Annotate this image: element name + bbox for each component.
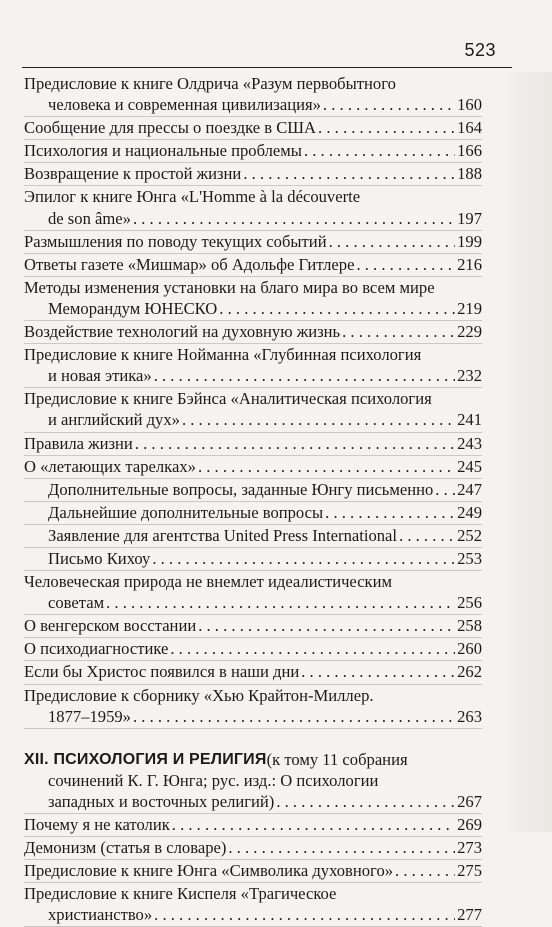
toc-entry-line (24, 814, 482, 835)
toc-entry-text: Воздействие технологий на духовную жизнь (24, 322, 341, 342)
toc-entry-text: Человеческая природа не внемлет идеалистическим (24, 572, 393, 592)
page-number: 523 (464, 40, 496, 60)
toc-entry-line (24, 860, 482, 881)
toc-entry-text: Если бы Христос появился в наши дни (24, 662, 300, 682)
toc-page-number: 269 (457, 815, 482, 834)
toc-entry (24, 456, 482, 479)
toc-list (24, 814, 482, 927)
leader-dots (154, 904, 455, 925)
toc-page-number: 232 (457, 366, 482, 386)
leader-dots (325, 502, 455, 523)
toc-entry-line (24, 638, 482, 659)
leader-dots (323, 94, 455, 115)
leader-dots (106, 592, 455, 613)
toc-entry-line (24, 571, 482, 592)
toc-page-number: 243 (457, 433, 482, 453)
toc-entry-text: Предисловие к книге Киспеля «Трагическое (24, 884, 337, 904)
toc-entry (24, 117, 482, 140)
toc-entry-text: Письмо Кихоу (48, 548, 151, 568)
section-heading-text: западных и восточных религий) (48, 791, 275, 811)
leader-dots (152, 548, 455, 569)
toc-entry-line (24, 433, 482, 454)
toc-entry-text: Предисловие к книге Нойманна «Глубинная психология (24, 345, 422, 365)
toc-entry-line (24, 548, 482, 569)
toc-entry-text: Почему я не католик (24, 815, 170, 834)
toc-entry-line (24, 140, 482, 161)
header-rule (22, 67, 512, 68)
toc-page-number: 263 (457, 706, 482, 726)
toc-entry (24, 254, 482, 277)
toc-entry-text: христианство» (48, 905, 153, 925)
leader-dots (342, 321, 455, 342)
toc-entry-text: Предисловие к книге Олдрича «Разум первобытного (24, 74, 396, 93)
leader-dots (395, 860, 455, 881)
toc-page-number: 245 (457, 456, 482, 476)
toc-page-number: 247 (457, 479, 482, 499)
toc-entry (24, 638, 482, 661)
toc-page-number: 249 (457, 502, 482, 522)
leader-dots (219, 298, 455, 319)
leader-dots (329, 231, 456, 252)
toc-entry-text: и новая этика» (48, 366, 152, 386)
toc-entry (24, 685, 482, 729)
toc-entry-line (24, 73, 482, 94)
toc-entry (24, 502, 482, 525)
toc-entry-line (24, 186, 482, 207)
toc-entry-text: Сообщение для прессы о поездке в США (24, 118, 317, 138)
toc-entry-line (24, 388, 482, 409)
section-heading-line (24, 791, 482, 812)
toc-entry (24, 571, 482, 615)
toc-entry-text: Дальнейшие дополнительные вопросы (48, 502, 324, 522)
toc-list (24, 73, 482, 729)
toc-entry-line (24, 525, 482, 546)
toc-entry-text: Размышления по поводу текущих событий (24, 231, 327, 251)
toc-page-number: 216 (457, 254, 482, 274)
toc-entry-line (24, 409, 482, 430)
toc-page-number: 188 (457, 164, 482, 184)
toc-entry-line (24, 321, 482, 342)
toc-page-number: 253 (457, 548, 482, 568)
toc-page-number: 199 (457, 231, 482, 251)
toc-entry-text: О «летающих тарелках» (24, 456, 196, 476)
toc-entry (24, 837, 482, 860)
leader-dots (135, 433, 455, 454)
toc-entry (24, 231, 482, 254)
table-of-contents (24, 73, 482, 927)
toc-entry-line (24, 837, 482, 858)
toc-entry-text: Заявление для агентства United Press International (48, 525, 398, 545)
section-heading-note: (к тому 11 собрания (266, 749, 408, 769)
toc-page-number: 160 (457, 95, 482, 115)
leader-dots (276, 791, 455, 812)
toc-page-number: 252 (457, 525, 482, 545)
toc-entry-text: Предисловие к книге Бэйнса «Аналитическая психология (24, 389, 432, 409)
toc-entry-line (24, 298, 482, 319)
leader-dots (133, 208, 455, 229)
leader-dots (301, 661, 455, 682)
section-heading (24, 749, 482, 814)
toc-entry (24, 479, 482, 502)
leader-dots (172, 814, 455, 835)
facing-page-bleed (510, 72, 552, 832)
toc-entry-line (24, 661, 482, 682)
toc-page-number: 229 (457, 322, 482, 342)
toc-page-number: 258 (457, 616, 482, 636)
leader-dots (318, 117, 455, 138)
toc-entry (24, 525, 482, 548)
toc-entry-line (24, 883, 482, 904)
toc-entry-text: Психология и национальные проблемы (24, 141, 302, 161)
toc-entry-text: de son âme» (48, 208, 131, 228)
leader-dots (170, 638, 455, 659)
toc-entry (24, 344, 482, 388)
toc-entry-text: 1877–1959» (48, 706, 131, 726)
toc-page-number: 164 (457, 118, 482, 138)
toc-entry-text: Демонизм (статья в словаре) (24, 838, 227, 858)
leader-dots (243, 163, 455, 184)
toc-entry-line (24, 231, 482, 252)
toc-entry (24, 321, 482, 344)
toc-entry-line (24, 117, 482, 138)
toc-entry (24, 186, 482, 230)
toc-entry-text: О венгерском восстании (24, 616, 197, 636)
toc-entry-line (24, 615, 482, 636)
toc-entry-line (24, 502, 482, 523)
toc-entry-line (24, 479, 482, 500)
toc-entry-text: человека и современная цивилизация» (48, 95, 321, 115)
toc-page-number: 197 (457, 208, 482, 228)
leader-dots (304, 140, 455, 161)
toc-page-number: 262 (457, 662, 482, 682)
toc-entry-line (24, 365, 482, 386)
toc-entry (24, 277, 482, 321)
toc-entry (24, 388, 482, 432)
leader-dots (154, 365, 455, 386)
toc-entry-text: Ответы газете «Мишмар» об Адольфе Гитлере (24, 254, 355, 274)
section-heading-line (24, 749, 482, 770)
toc-entry-text: Предисловие к книге Юнга «Символика духовного» (24, 861, 394, 881)
toc-entry-line (24, 592, 482, 613)
toc-entry-line (24, 685, 482, 706)
toc-page-number: 275 (457, 861, 482, 881)
toc-entry (24, 163, 482, 186)
toc-entry-text: Дополнительные вопросы, заданные Юнгу письменно (48, 479, 434, 499)
toc-entry (24, 860, 482, 883)
toc-entry (24, 883, 482, 927)
leader-dots (133, 706, 455, 727)
toc-entry-line (24, 904, 482, 925)
toc-entry-line (24, 163, 482, 184)
toc-entry-text: Предисловие к сборнику «Хью Крайтон-Миллер. (24, 685, 374, 705)
leader-dots (198, 456, 455, 477)
toc-entry-text: Правила жизни (24, 433, 133, 453)
toc-entry-line (24, 94, 482, 115)
leader-dots (228, 837, 455, 858)
toc-entry (24, 140, 482, 163)
leader-dots (356, 254, 455, 275)
toc-entry (24, 661, 482, 684)
toc-entry (24, 433, 482, 456)
toc-entry-text: советам (48, 593, 105, 613)
toc-entry-line (24, 254, 482, 275)
section-heading-title: XII. ПСИХОЛОГИЯ И РЕЛИГИЯ (24, 750, 267, 768)
toc-entry (24, 73, 482, 117)
toc-entry-text: Меморандум ЮНЕСКО (48, 298, 218, 318)
toc-page-number: 260 (457, 639, 482, 659)
leader-dots (182, 409, 455, 430)
section-gap (24, 729, 482, 749)
toc-entry (24, 615, 482, 638)
toc-page-number: 241 (457, 410, 482, 430)
toc-entry-line (24, 277, 482, 298)
leader-dots (399, 525, 455, 546)
toc-entry-text: Эпилог к книге Юнга «L'Homme à la découverte (24, 187, 361, 207)
toc-entry-line (24, 344, 482, 365)
toc-page-number: 166 (457, 141, 482, 161)
toc-entry-text: и английский дух» (48, 410, 180, 430)
toc-page-number: 219 (457, 298, 482, 318)
toc-page-number: 267 (457, 791, 482, 811)
toc-entry-line (24, 706, 482, 727)
toc-entry-text: О психодиагностике (24, 639, 169, 659)
section-heading-line (24, 770, 482, 791)
toc-entry (24, 814, 482, 837)
leader-dots (435, 479, 455, 500)
toc-entry-line (24, 208, 482, 229)
toc-page-number: 273 (457, 838, 482, 858)
leader-dots (198, 615, 455, 636)
toc-entry (24, 548, 482, 571)
toc-page-number: 256 (457, 593, 482, 613)
toc-entry-text: Возвращение к простой жизни (24, 164, 242, 184)
toc-page-number: 277 (457, 905, 482, 925)
toc-entry-text: Методы изменения установки на благо мира во всем мире (24, 277, 435, 297)
section-heading-text: сочинений К. Г. Юнга; рус. изд.: О психологии (48, 770, 379, 790)
toc-entry-line (24, 456, 482, 477)
